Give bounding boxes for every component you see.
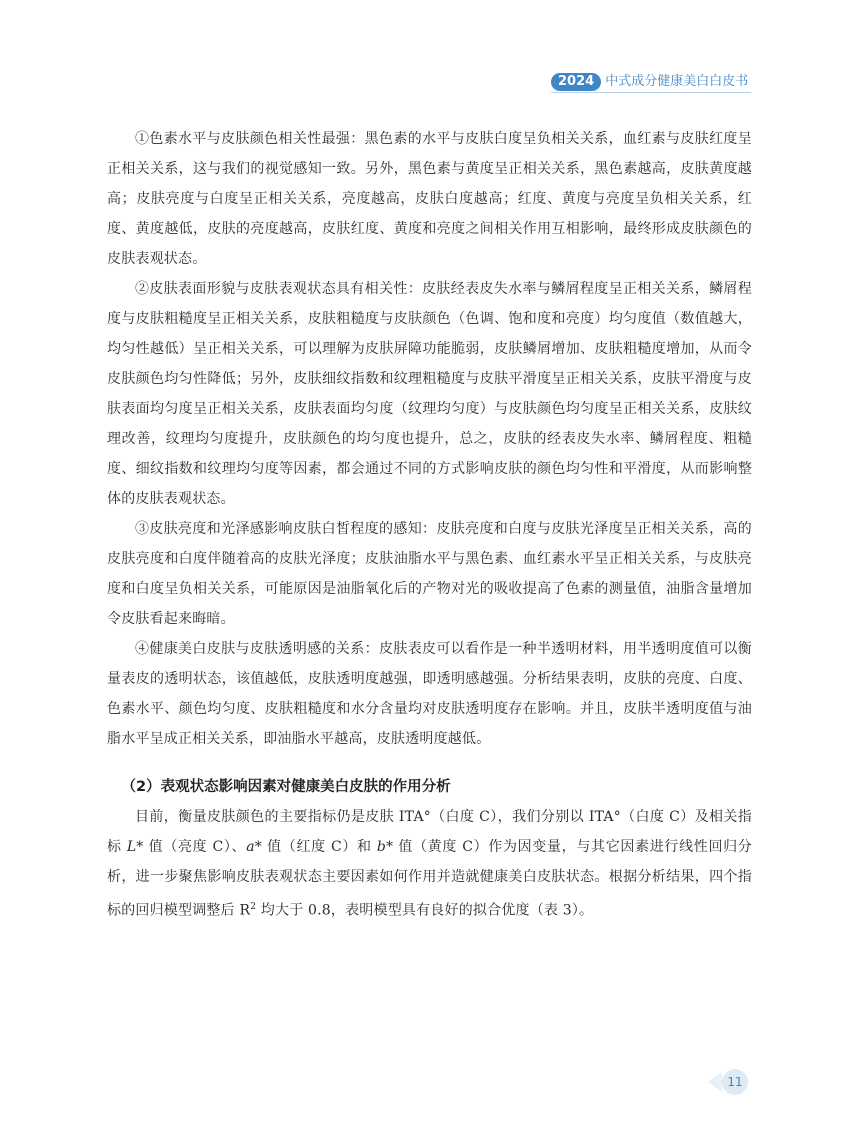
page-content (107, 124, 752, 926)
paragraph-surface: ②皮肤表面形貌与皮肤表观状态具有相关性：皮肤经表皮失水率与鳞屑程度呈正相关关系，鳞屑程度与皮肤粗糙度呈正相关关系，皮肤粗糙度与皮肤颜色（色调、饱和度和亮度）均匀度值（数值越大，均匀性越低）呈正相关关系，可以理解为皮肤屏障功能脆弱，皮肤鳞屑增加、皮肤粗糙度增加，从而令皮肤颜色均匀性降低；另外，皮肤细纹指数和纹理粗糙度与皮肤平滑度呈正相关关系，皮肤平滑度与皮肤表面均匀度呈正相关关系，皮肤表面均匀度（纹理均匀度）与皮肤颜色均匀度呈正相关关系，皮肤纹理改善，纹理均匀度提升，皮肤颜色的均匀度也提升，总之，皮肤的经表皮失水率、鳞屑程度、粗糙度、细纹指数和纹理均匀度等因素，都会通过不同的方式影响皮肤的颜色均匀性和平滑度，从而影响整体的皮肤表观状态。 (107, 281, 752, 507)
b-star: b* (376, 839, 394, 855)
regression-text-3: 值（红度 C）和 (262, 839, 377, 855)
a-star: a* (246, 839, 262, 855)
paragraph-brightness: ③皮肤亮度和光泽感影响皮肤白皙程度的感知：皮肤亮度和白度与皮肤光泽度呈正相关关系，高的皮肤亮度和白度伴随着高的皮肤光泽度；皮肤油脂水平与黑色素、血红素水平呈正相关关系，与皮肤亮度和白度呈负相关关系，可能原因是油脂氧化后的产物对光的吸收提高了色素的测量值，油脂含量增加令皮肤看起来晦暗。 (107, 521, 752, 627)
regression-text-4: 值（黄度 C）作为因变量，与其它因素进行线性回归分析，进一步聚焦影响皮肤表观状态主要因素如何作用并造就健康美白皮肤状态。根据分析结果，四个指标的回归模型调整后 R (107, 839, 753, 919)
paragraph-transparency: ④健康美白皮肤与皮肤透明感的关系：皮肤表皮可以看作是一种半透明材料，用半透明度值可以衡量表皮的透明状态，该值越低，皮肤透明度越强，即透明感越强。分析结果表明，皮肤的亮度、白度、色素水平、颜色均匀度、皮肤粗糙度和水分含量均对皮肤透明度存在影响。并且，皮肤半透明度值与油脂水平呈成正相关关系，即油脂水平越高，皮肤透明度越低。 (107, 641, 752, 747)
regression-text-2: 值（亮度 C）、 (143, 839, 247, 855)
section-heading: （2）表观状态影响因素对健康美白皮肤的作用分析 (121, 779, 451, 795)
page-number-badge (708, 1069, 754, 1095)
r-squared-sup: 2 (250, 902, 257, 912)
report-title: 中式成分健康美白白皮书 (605, 74, 749, 89)
page-number: 11 (722, 1069, 748, 1095)
paragraph-pigment: ①色素水平与皮肤颜色相关性最强：黑色素的水平与皮肤白度呈负相关关系，血红素与皮肤红度呈正相关关系，这与我们的视觉感知一致。另外，黑色素与黄度呈正相关关系，黑色素越高，皮肤黄度越高；皮肤亮度与白度呈正相关关系，亮度越高，皮肤白度越高；红度、黄度与亮度呈负相关关系，红度、黄度越低，皮肤的亮度越高，皮肤红度、黄度和亮度之间相关作用互相影响，最终形成皮肤颜色的皮肤表观状态。 (107, 131, 752, 267)
regression-text-5: 均大于 0.8，表明模型具有良好的拟合优度（表 3）。 (256, 902, 594, 919)
page-chevron-icon (708, 1072, 722, 1092)
l-star: L* (126, 839, 144, 855)
header-rule (551, 92, 751, 93)
regression-text-1: 目前，衡量皮肤颜色的主要指标仍是皮肤 ITA°（白度 C），我们分别以 ITA°（白度 C）及相关指标 (107, 809, 752, 855)
running-header (551, 73, 748, 91)
paragraph-regression (107, 802, 752, 926)
year-badge: 2024 (551, 73, 601, 91)
